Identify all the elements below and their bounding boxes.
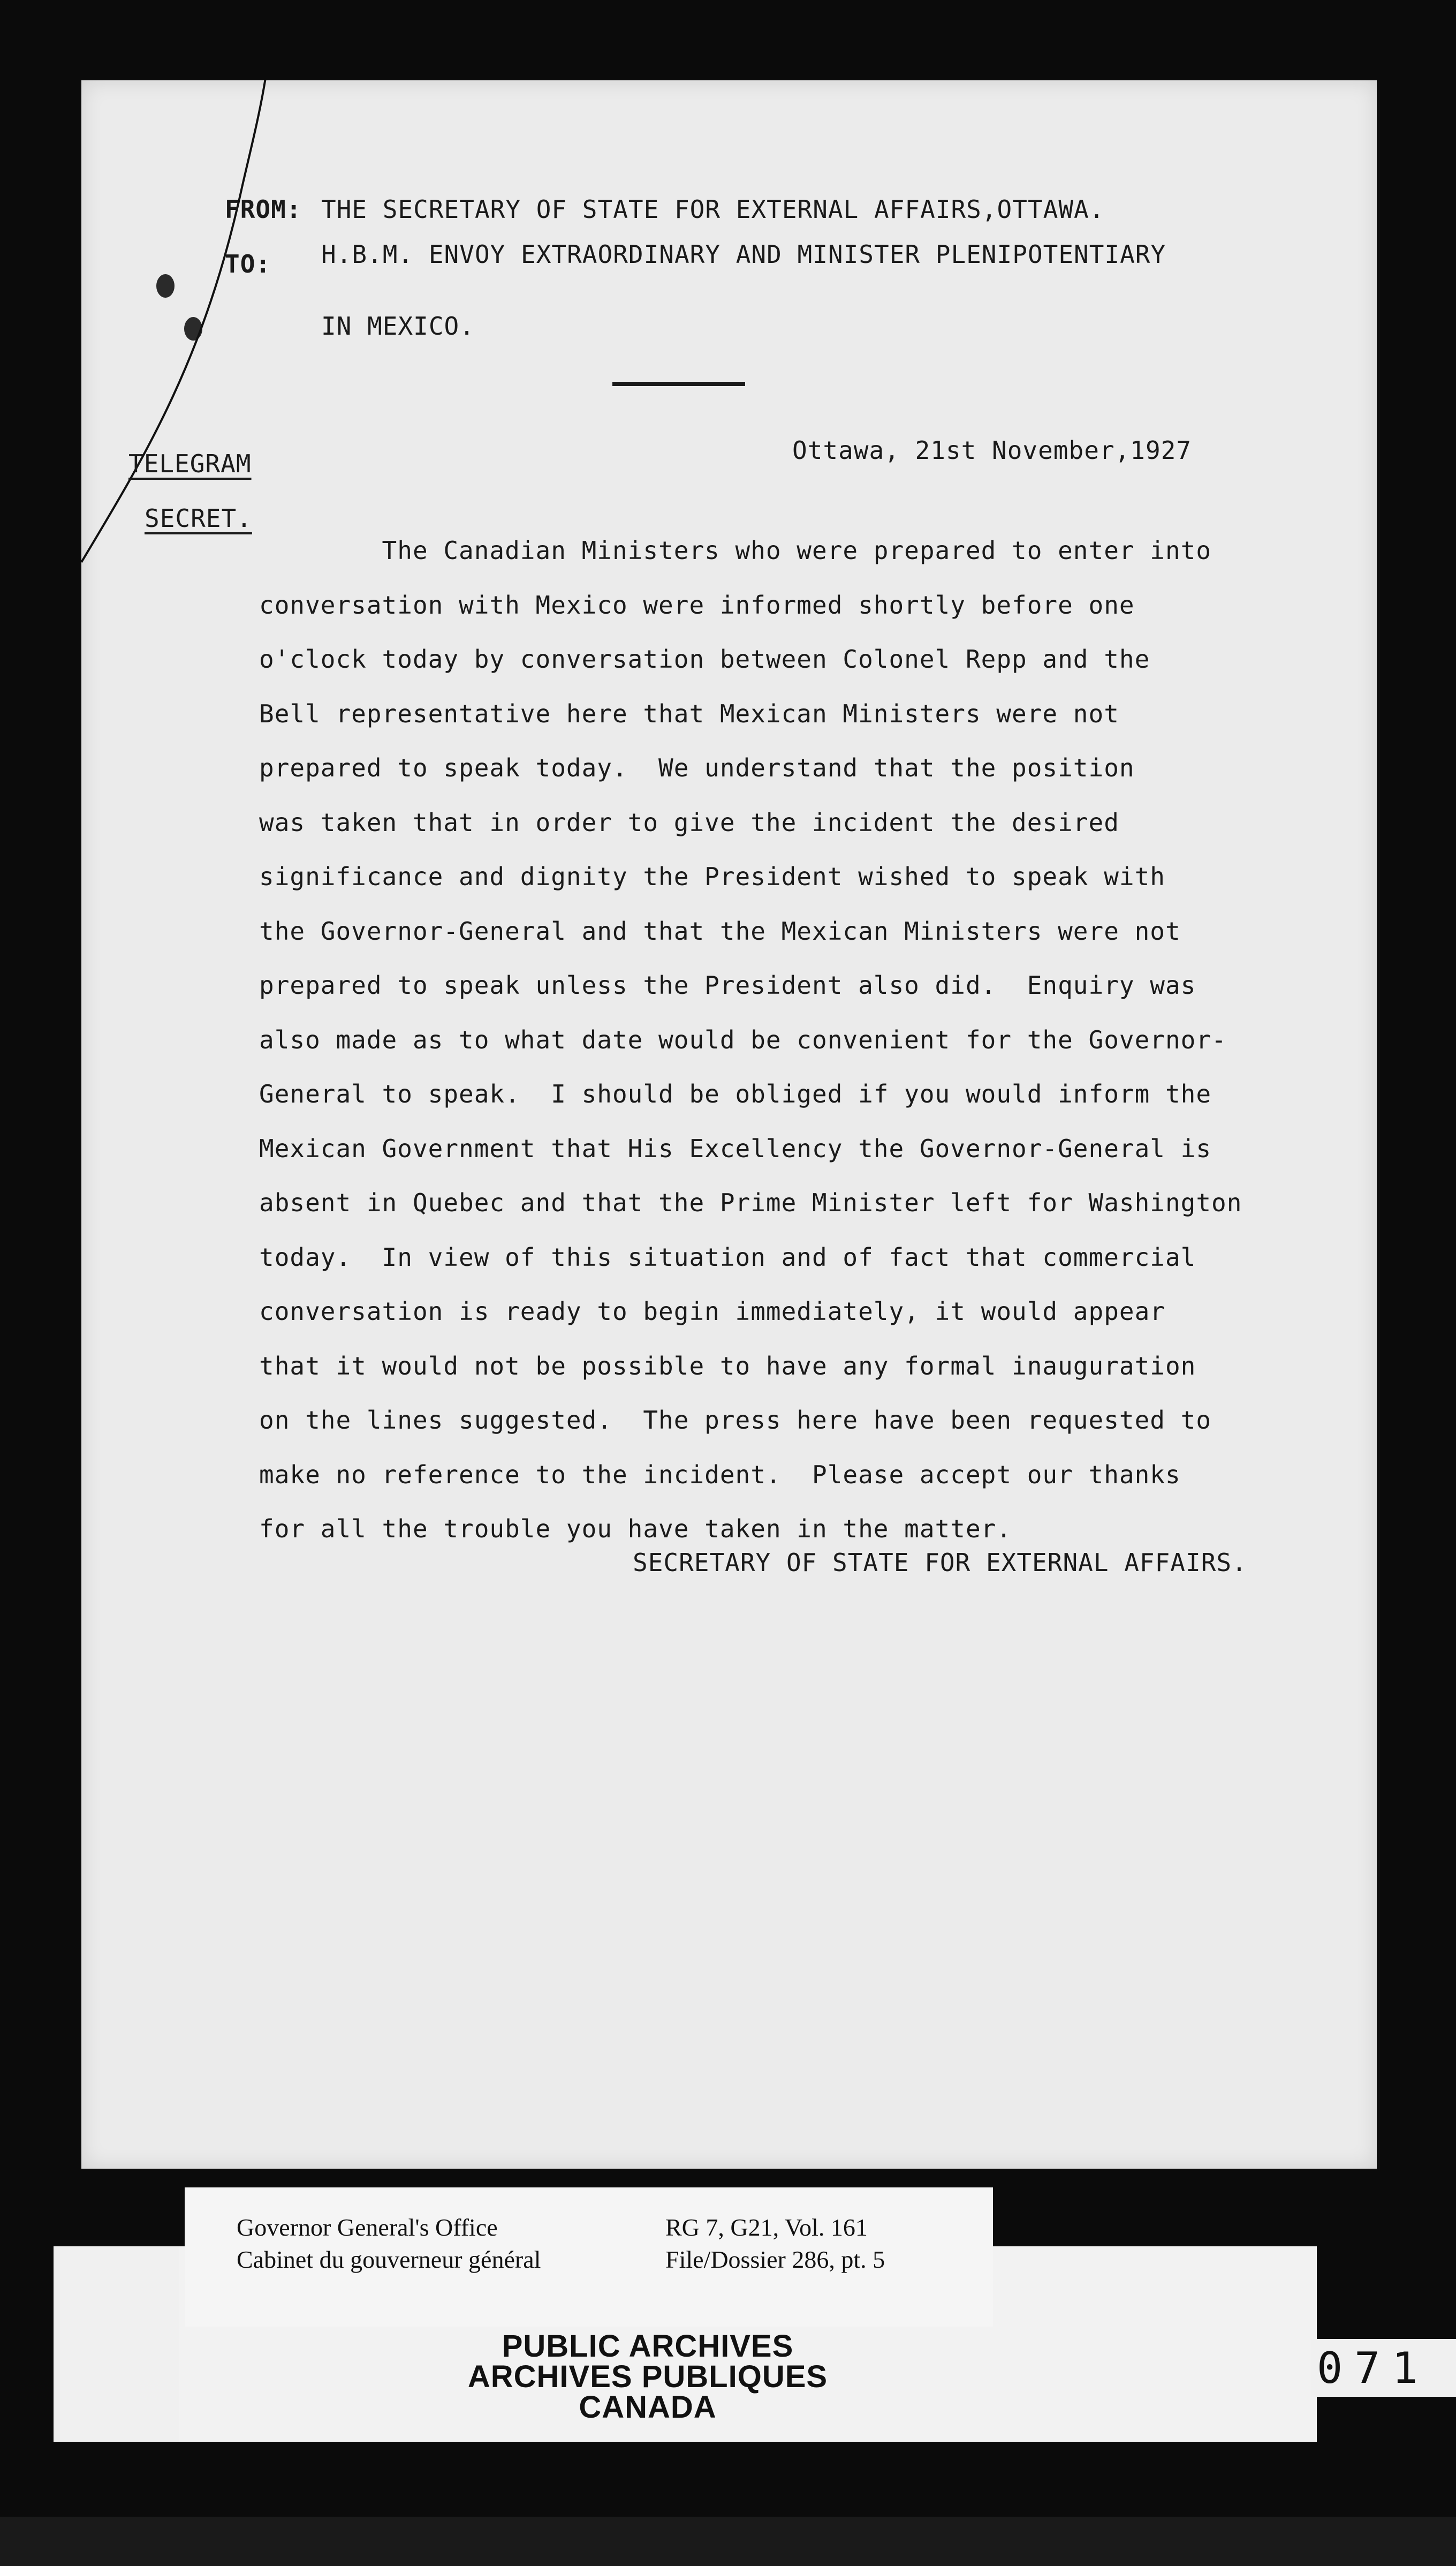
body-line: General to speak. I should be obliged if you would inform the <box>259 1080 1212 1108</box>
body-line: o'clock today by conversation between Colonel Repp and the <box>259 645 1150 674</box>
body-line: for all the trouble you have taken in the matter. <box>259 1514 1012 1543</box>
classification-label: SECRET. <box>145 504 252 533</box>
body-line: absent in Quebec and that the Prime Minister left for Washington <box>259 1188 1242 1217</box>
body-line: conversation with Mexico were informed shortly before one <box>259 590 1135 620</box>
separator-rule <box>612 382 745 386</box>
to-line-2: IN MEXICO. <box>321 312 475 341</box>
archives-fr: ARCHIVES PUBLIQUES <box>467 2359 828 2394</box>
from-text: THE SECRETARY OF STATE FOR EXTERNAL AFFAIRS,OTTAWA. <box>321 195 1105 224</box>
telegram-label: TELEGRAM <box>128 449 252 478</box>
telegram-document <box>81 80 1377 2169</box>
record-group: RG 7, G21, Vol. 161 <box>665 2214 868 2241</box>
archives-en: PUBLIC ARCHIVES <box>502 2329 794 2364</box>
body-line: make no reference to the incident. Please accept our thanks <box>259 1460 1181 1489</box>
telegram-body <box>259 538 1319 1571</box>
body-line: on the lines suggested. The press here have been requested to <box>259 1406 1212 1435</box>
body-line: The Canadian Ministers who were prepared to enter into <box>259 536 1212 565</box>
label-strip-edge <box>54 2246 179 2442</box>
body-line: Bell representative here that Mexican Ministers were not <box>259 699 1119 728</box>
body-line: that it would not be possible to have any formal inauguration <box>259 1351 1196 1380</box>
archives-country: CANADA <box>579 2390 717 2425</box>
to-line-1: H.B.M. ENVOY EXTRAORDINARY AND MINISTER PLENIPOTENTIARY <box>321 240 1166 269</box>
body-line: also made as to what date would be convenient for the Governor- <box>259 1025 1227 1054</box>
office-fr: Cabinet du gouverneur général <box>237 2246 541 2273</box>
archive-reference-card <box>185 2187 993 2327</box>
body-line: conversation is ready to begin immediately, it would appear <box>259 1297 1165 1326</box>
body-line: the Governor-General and that the Mexican Ministers were not <box>259 916 1181 946</box>
body-line: today. In view of this situation and of fact that commercial <box>259 1242 1196 1272</box>
document-page <box>81 80 1377 2169</box>
dateline: Ottawa, 21st November,1927 <box>792 436 1192 465</box>
body-line: was taken that in order to give the incident the desired <box>259 807 1119 837</box>
signature: SECRETARY OF STATE FOR EXTERNAL AFFAIRS. <box>633 1548 1247 1577</box>
office-en: Governor General's Office <box>237 2214 498 2241</box>
body-line: significance and dignity the President wished to speak with <box>259 862 1165 891</box>
from-label: FROM: <box>225 195 302 224</box>
to-label: TO: <box>225 250 271 278</box>
body-line: prepared to speak unless the President also did. Enquiry was <box>259 971 1196 1000</box>
film-edge <box>0 2517 1456 2566</box>
body-line: Mexican Government that His Excellency the Governor-General is <box>259 1134 1212 1163</box>
file-reference: File/Dossier 286, pt. 5 <box>665 2246 885 2273</box>
frame-number: 071 <box>1310 2339 1456 2397</box>
body-line: prepared to speak today. We understand that the position <box>259 753 1135 782</box>
